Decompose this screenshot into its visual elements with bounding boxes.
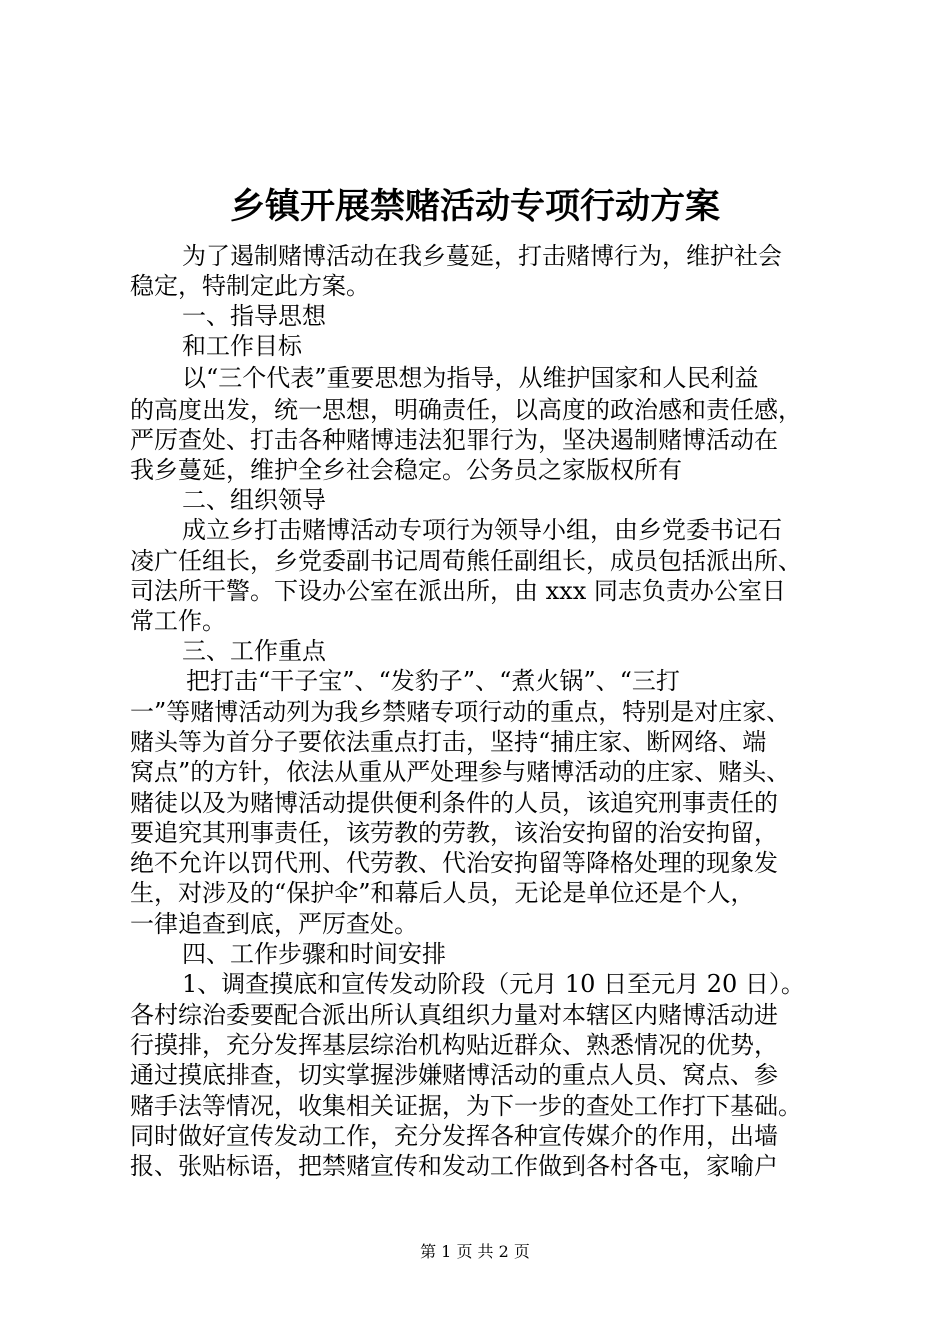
section-heading: 和工作目标 [182,332,302,360]
page-number: 第 1 页 共 2 页 [420,1242,530,1261]
text-line: 的高度出发，统一思想，明确责任，以高度的政治感和责任感， [130,396,802,424]
page-title: 乡镇开展禁赌活动专项行动方案 [229,186,720,227]
section-heading: 一、指导思想 [182,302,326,330]
text-line: 报、张贴标语，把禁赌宣传和发动工作做到各村各屯，家喻户 [130,1152,778,1180]
text-line: 赌徒以及为赌博活动提供便利条件的人员，该追究刑事责任的 [130,789,778,817]
text-line: 为了遏制赌博活动在我乡蔓延，打击赌博行为，维护社会 [182,242,782,270]
text-line: 一”等赌博活动列为我乡禁赌专项行动的重点，特别是对庄家、 [130,698,791,726]
text-line: 严厉查处、打击各种赌博违法犯罪行为，坚决遏制赌博活动在 [130,426,778,454]
text-line: 凌广任组长，乡党委副书记周荀熊任副组长，成员包括派出所、 [130,547,802,575]
text-line: 成立乡打击赌博活动专项行为领导小组，由乡党委书记石 [182,516,782,544]
text-line: 司法所干警。下设办公室在派出所，由 xxx 同志负责办公室日 [130,577,786,605]
text-line: 绝不允许以罚代刑、代劳教、代治安拘留等降格处理的现象发 [130,849,778,877]
section-heading: 三、工作重点 [182,637,326,665]
text-line: 赌手法等情况，收集相关证据，为下一步的查处工作打下基础。 [130,1092,802,1120]
text-line: 各村综治委要配合派出所认真组织力量对本辖区内赌博活动进 [130,1001,778,1029]
text-line: 以“三个代表”重要思想为指导，从维护国家和人民利益 [182,364,759,392]
text-line: 把打击“干子宝”、“发豹子”、“煮火锅”、“三打 [186,667,680,695]
text-line: 稳定，特制定此方案。 [130,272,370,300]
text-line: 同时做好宣传发动工作，充分发挥各种宣传媒介的作用，出墙 [130,1122,778,1150]
section-heading: 四、工作步骤和时间安排 [182,940,446,968]
text-line: 我乡蔓延，维护全乡社会稳定。公务员之家版权所有 [130,456,682,484]
text-line: 常工作。 [130,607,226,635]
text-line: 要追究其刑事责任，该劳教的劳教，该治安拘留的治安拘留， [130,819,778,847]
text-line: 生，对涉及的“保护伞”和幕后人员，无论是单位还是个人， [130,879,755,907]
text-line: 一律追查到底，严厉查处。 [130,910,418,938]
section-heading: 二、组织领导 [182,486,326,514]
text-line: 赌头等为首分子要依法重点打击，坚持“捕庄家、断网络、端 [130,728,767,756]
text-line: 窝点”的方针，依法从重从严处理参与赌博活动的庄家、赌头、 [130,758,791,786]
text-line: 行摸排，充分发挥基层综治机构贴近群众、熟悉情况的优势， [130,1031,778,1059]
text-line: 1、调查摸底和宣传发动阶段（元月 10 日至元月 20 日）。 [182,970,805,998]
text-line: 通过摸底排查，切实掌握涉嫌赌博活动的重点人员、窝点、参 [130,1061,778,1089]
